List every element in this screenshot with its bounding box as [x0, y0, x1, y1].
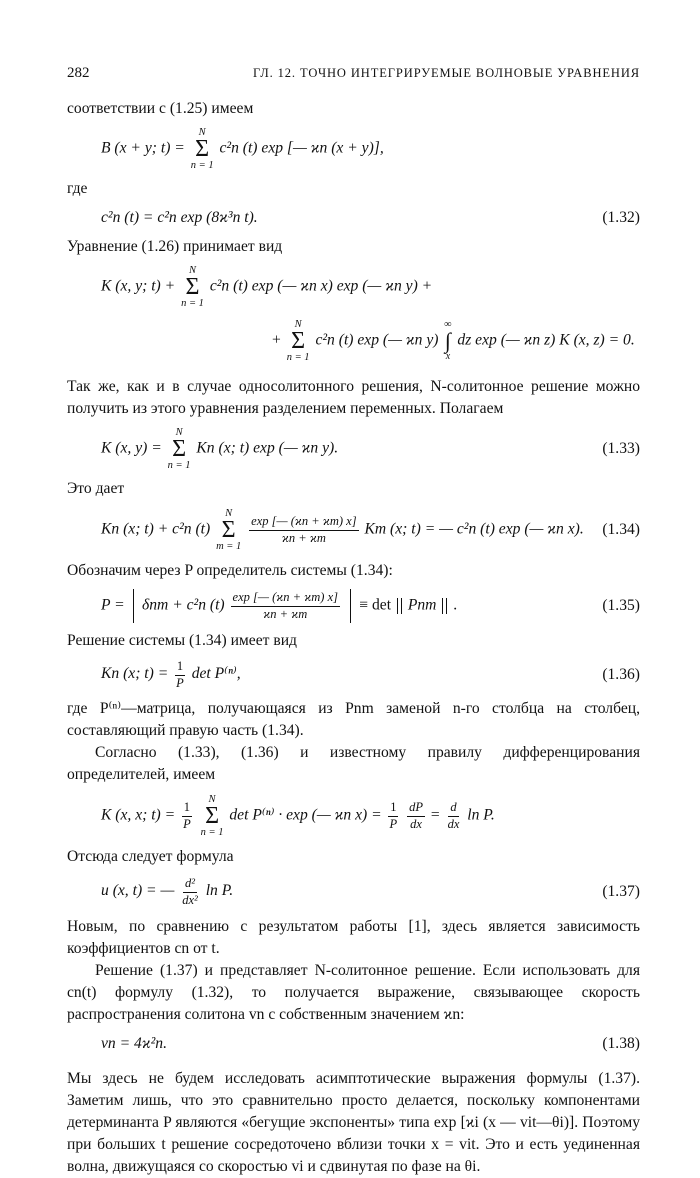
paragraph: Мы здесь не будем исследовать асимптотические выражения формулы (1.37). Заметим лишь, что это сравнительно просто делается, поскольку компонентами детерминанта P являются «бегущие экспоненты» типа exp [ϰi (x — vit—θi)]. Поэтому при больших t решение сосредоточено вблизи точки x = vit. Это и есть уединенная волна, движущаяся со скоростью vi и сдвинутая по фазе на θi. — [67, 1070, 640, 1175]
fraction: $\frac{dP}{dx}$ — [409, 800, 423, 831]
equation-1-34 — [67, 504, 640, 556]
norm-bar — [397, 598, 402, 614]
equation-1-32 — [67, 204, 640, 232]
sum-sign: N Σ n = 1 — [181, 265, 204, 309]
paragraph: Согласно (1.33), (1.36) и известному правилу дифференцирования определителей, имеем — [67, 744, 640, 783]
paragraph: Новым, по сравнению с результатом работы [1], здесь является зависимость коэффициентов cn от t. — [67, 918, 640, 957]
fraction: $\frac{\exp [— (ϰn + ϰm) x]}{ϰn + ϰm}$ — [251, 514, 357, 545]
fraction: $\frac{1}{P}$ — [183, 800, 191, 831]
fraction: $\frac{\exp [— (ϰn + ϰm) x]}{ϰn + ϰm}$ — [232, 590, 338, 621]
paragraph: Решение (1.37) и представляет N-солитонное решение. Если использовать для cn(t) формулу (1.32), то получается выражение, связывающее скорость распространения солитона vn с собственным значением ϰn: — [67, 962, 640, 1023]
eq-body: c²n (t) exp (— ϰn y) — [315, 331, 439, 349]
eq-lhs: K (x, y) = — [101, 439, 162, 457]
eq-lhs: B (x + y; t) = — [101, 139, 185, 157]
determinant-bar — [350, 589, 352, 623]
eq-end: . — [453, 596, 458, 614]
equation-1-38 — [67, 1030, 640, 1058]
eq-tail: dz exp (— ϰn z) K (x, z) = 0. — [457, 331, 635, 349]
equation-1-36 — [67, 656, 640, 694]
equation-kxx — [67, 790, 640, 842]
equation-number: (1.38) — [602, 1035, 640, 1052]
paragraph: Отсюда следует формула — [67, 848, 234, 865]
paragraph: соответствии с (1.25) имеем — [67, 100, 254, 117]
running-head: ГЛ. 12. ТОЧНО ИНТЕГРИРУЕМЫЕ ВОЛНОВЫЕ УРАВНЕНИЯ — [253, 66, 640, 80]
paragraph: где P⁽ⁿ⁾—матрица, получающаяся из Pnm заменой n-го столбца на столбец, составляющий правую часть (1.34). — [67, 700, 640, 739]
eq-rhs: ≡ det — [359, 596, 392, 614]
integral-sign: ∞ ∫ x — [444, 319, 452, 362]
determinant-bar — [133, 589, 135, 623]
equation-number: (1.32) — [602, 209, 640, 226]
eq-lhs: Kn (x; t) = — [101, 665, 169, 683]
fraction: $\frac{d}{dx}$ — [447, 800, 460, 831]
eq-lhs: u (x, t) = — — [101, 882, 175, 900]
eq-body: det P⁽ⁿ⁾ · exp (— ϰn x) = — [229, 806, 382, 824]
eq-body: c²n (t) exp [— ϰn (x + y)], — [219, 139, 384, 157]
equation-number: (1.34) — [602, 521, 640, 538]
eq-lhs: P = — [101, 596, 125, 614]
paragraph: Так же, как и в случае односолитонного решения, N-солитонное решение можно получить из этого уравнения разделением переменных. Полагаем — [67, 378, 640, 417]
book-page — [67, 62, 640, 1178]
eq-tail: ln P. — [467, 806, 495, 824]
page-number: 282 — [67, 65, 90, 81]
sum-sign: N Σ n = 1 — [200, 794, 224, 838]
eq-body: c²n (t) = c²n exp (8ϰ³n t). — [101, 209, 258, 226]
paragraph: где — [67, 180, 88, 197]
equation-b — [67, 124, 640, 174]
paragraph: Это дает — [67, 480, 125, 497]
paragraph: Решение системы (1.34) имеет вид — [67, 632, 297, 649]
paragraph: Обозначим через P определитель системы (1.34): — [67, 562, 393, 579]
eq-mid: Pnm — [407, 596, 437, 614]
eq-body: Kn (x; t) exp (— ϰn y). — [196, 439, 339, 457]
eq-rhs: det P⁽ⁿ⁾, — [191, 665, 241, 683]
eq-lhs: K (x, x; t) = — [101, 806, 176, 824]
eq-lead: + — [272, 331, 281, 349]
eq-equals: = — [430, 806, 440, 824]
fraction: $\frac{1}{P}$ — [389, 800, 398, 831]
equation-1-35 — [67, 586, 640, 626]
sum-sign: N Σ n = 1 — [167, 427, 191, 471]
eq-rhs: Km (x; t) = — c²n (t) exp (— ϰn x). — [364, 520, 584, 538]
sum-sign: N Σ n = 1 — [190, 127, 214, 171]
eq-body: vn = 4ϰ²n. — [101, 1035, 167, 1052]
equation-k-line1 — [67, 262, 640, 312]
equation-number: (1.35) — [602, 597, 640, 614]
equation-k-line2 — [67, 316, 640, 366]
equation-1-37 — [67, 872, 640, 912]
eq-rhs: ln P. — [205, 882, 234, 900]
equation-number: (1.36) — [602, 666, 640, 683]
paragraph: Уравнение (1.26) принимает вид — [67, 238, 283, 255]
fraction: $\frac{1}{P}$ — [176, 659, 184, 690]
eq-lhs: Kn (x; t) + c²n (t) — [101, 520, 211, 538]
eq-body: c²n (t) exp (— ϰn x) exp (— ϰn y) + — [209, 277, 433, 295]
eq-inner: δnm + c²n (t) — [141, 596, 225, 614]
sum-sign: N Σ n = 1 — [286, 319, 310, 363]
equation-number: (1.37) — [602, 883, 640, 900]
eq-lhs: K (x, y; t) + — [101, 277, 176, 295]
page-header — [67, 62, 640, 84]
equation-number: (1.33) — [602, 440, 640, 457]
sum-sign: N Σ m = 1 — [216, 508, 242, 552]
equation-1-33 — [67, 424, 640, 474]
norm-bar — [442, 598, 447, 614]
fraction: $\frac{\text{d²}}{\text{dx²}}$ — [182, 876, 198, 907]
